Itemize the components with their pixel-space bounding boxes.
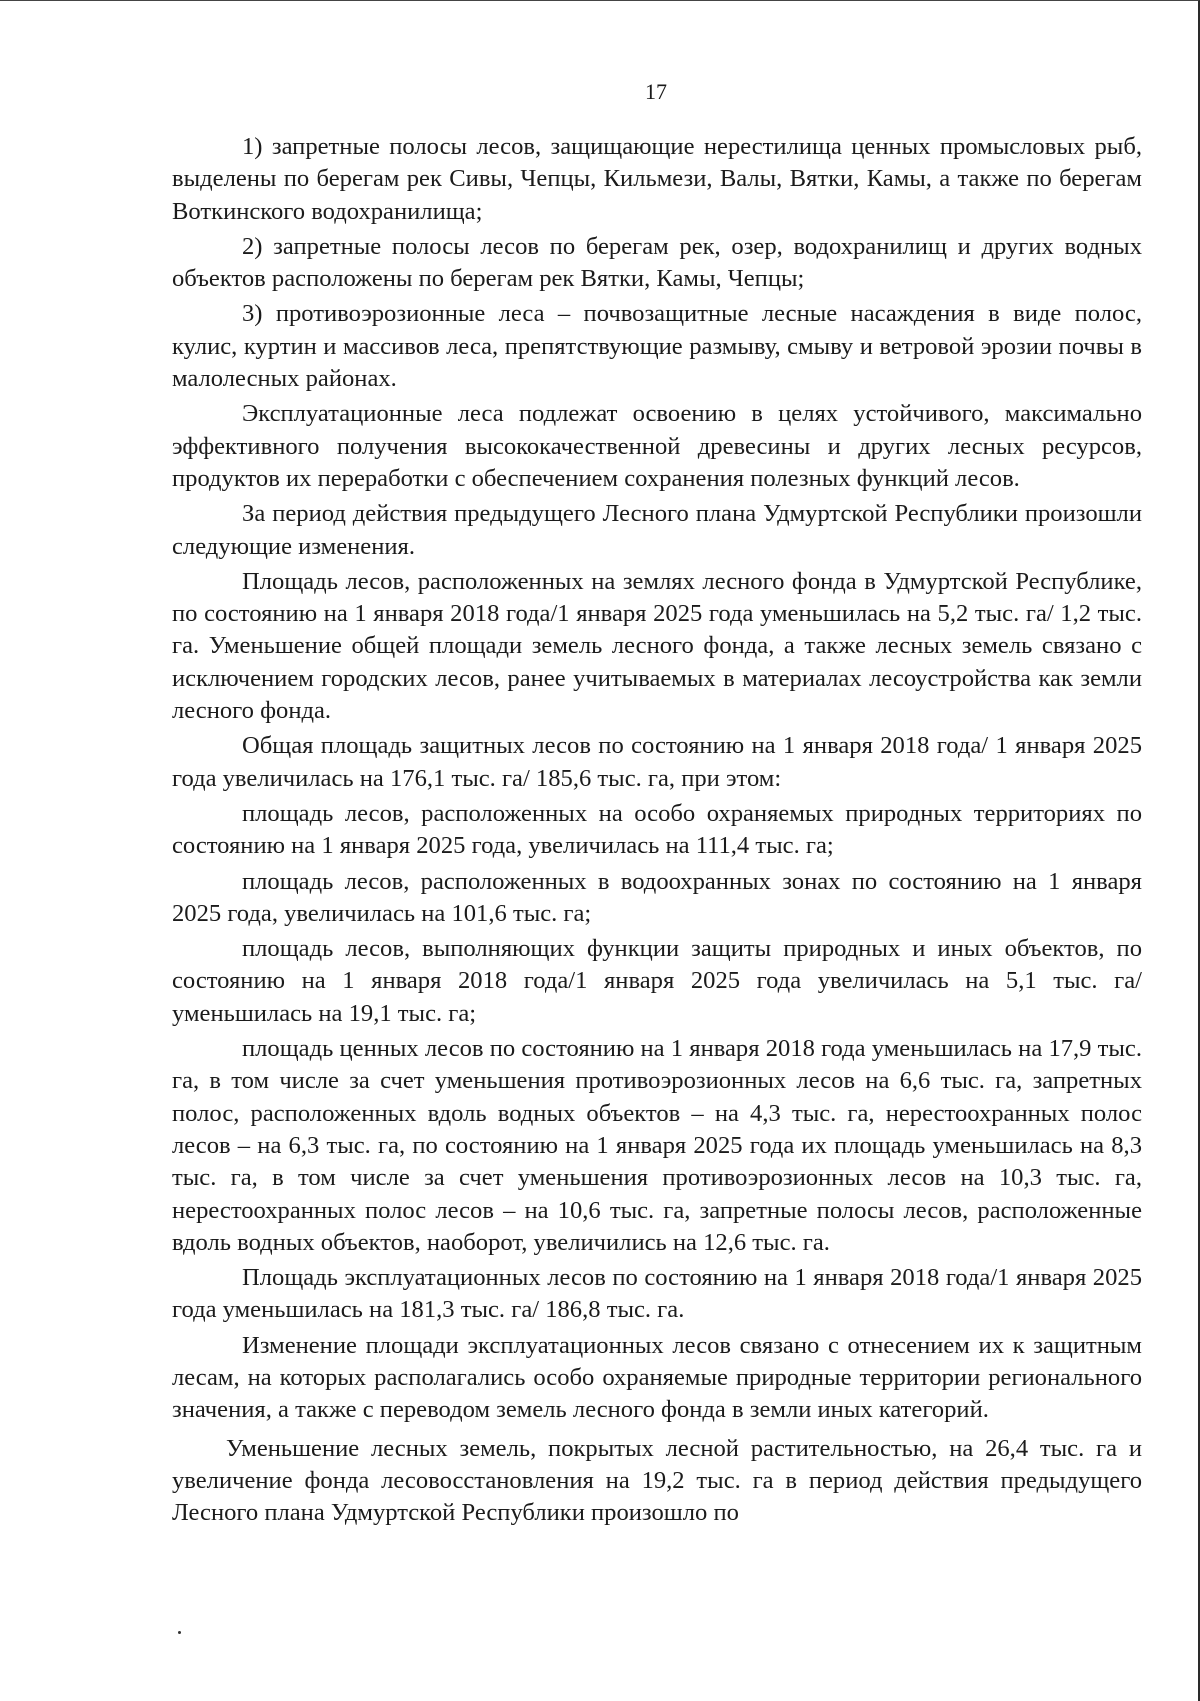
body-text	[172, 131, 1142, 1529]
paragraph: Общая площадь защитных лесов по состоянию на 1 января 2018 года/ 1 января 2025 года увеличилась на 176,1 тыс. га/ 185,6 тыс. га, при этом:	[172, 732, 1142, 792]
paragraph: Уменьшение лесных земель, покрытых лесной растительностью, на 26,4 тыс. га и увеличение фонда лесовосстановления на 19,2 тыс. га в период действия предыдущего Лесного плана Удмуртской Республики произошло по	[172, 1434, 1142, 1527]
paragraph: Площадь эксплуатационных лесов по состоянию на 1 января 2018 года/1 января 2025 года уменьшилась на 181,3 тыс. га/ 186,8 тыс. га.	[172, 1264, 1142, 1324]
paragraph: площадь ценных лесов по состоянию на 1 января 2018 года уменьшилась на 17,9 тыс. га, в том числе за счет уменьшения противоэрозионных лесов на 6,6 тыс. га, запретных полос, расположенных вдоль водных объектов – на 4,3 тыс. га, нерестоохранных полос лесов – на 6,3 тыс. га, по состоянию на 1 января 2025 года их площадь уменьшилась на 8,3 тыс. га, в том числе за счет уменьшения противоэрозионных лесов на 10,3 тыс. га, нерестоохранных полос лесов – на 10,6 тыс. га, запретные полосы лесов, расположенные вдоль водных объектов, наоборот, увеличились на 12,6 тыс. га.	[172, 1035, 1142, 1256]
paragraph: 2) запретные полосы лесов по берегам рек, озер, водохранилищ и других водных объектов расположены по берегам рек Вятки, Камы, Чепцы;	[172, 232, 1142, 293]
paragraph: 3) противоэрозионные леса – почвозащитные лесные насаждения в виде полос, кулис, куртин и массивов леса, препятствующие размыву, смыву и ветровой эрозии почвы в малолесных районах.	[172, 300, 1142, 393]
page-number-text: 17	[645, 79, 667, 104]
paragraph: Изменение площади эксплуатационных лесов связано с отнесением их к защитным лесам, на которых располагались особо охраняемые природные территории регионального значения, а также с переводом земель лесного фонда в земли иных категорий.	[172, 1331, 1142, 1424]
paragraph: площадь лесов, расположенных в водоохранных зонах по состоянию на 1 января 2025 года, увеличилась на 101,6 тыс. га;	[172, 867, 1142, 927]
page-number	[0, 79, 1200, 105]
paragraph: За период действия предыдущего Лесного плана Удмуртской Республики произошли следующие изменения.	[172, 500, 1142, 560]
paragraph: площадь лесов, расположенных на особо охраняемых природных территориях по состоянию на 1 января 2025 года, увеличилась на 111,4 тыс. га;	[172, 799, 1142, 860]
paragraph: Площадь лесов, расположенных на землях лесного фонда в Удмуртской Республике, по состоянию на 1 января 2018 года/1 января 2025 года уменьшилась на 5,2 тыс. га/ 1,2 тыс. га. Уменьшение общей площади земель лесного фонда, а также лесных земель связано с исключением городских лесов, ранее учитываемых в материалах лесоустройства как земли лесного фонда.	[172, 567, 1142, 725]
paragraph: 1) запретные полосы лесов, защищающие нерестилища ценных промысловых рыб, выделены по берегам рек Сивы, Чепцы, Кильмези, Валы, Вятки, Камы, а также по берегам Воткинского водохранилища;	[172, 133, 1142, 225]
scan-speck	[178, 1631, 181, 1634]
paragraph: Эксплуатационные леса подлежат освоению в целях устойчивого, максимально эффективного получения высококачественной древесины и других лесных ресурсов, продуктов их переработки с обеспечением сохранения полезных функций лесов.	[172, 400, 1142, 492]
paragraph: площадь лесов, выполняющих функции защиты природных и иных объектов, по состоянию на 1 января 2018 года/1 января 2025 года увеличилась на 5,1 тыс. га/ уменьшилась на 19,1 тыс. га;	[172, 935, 1142, 1027]
